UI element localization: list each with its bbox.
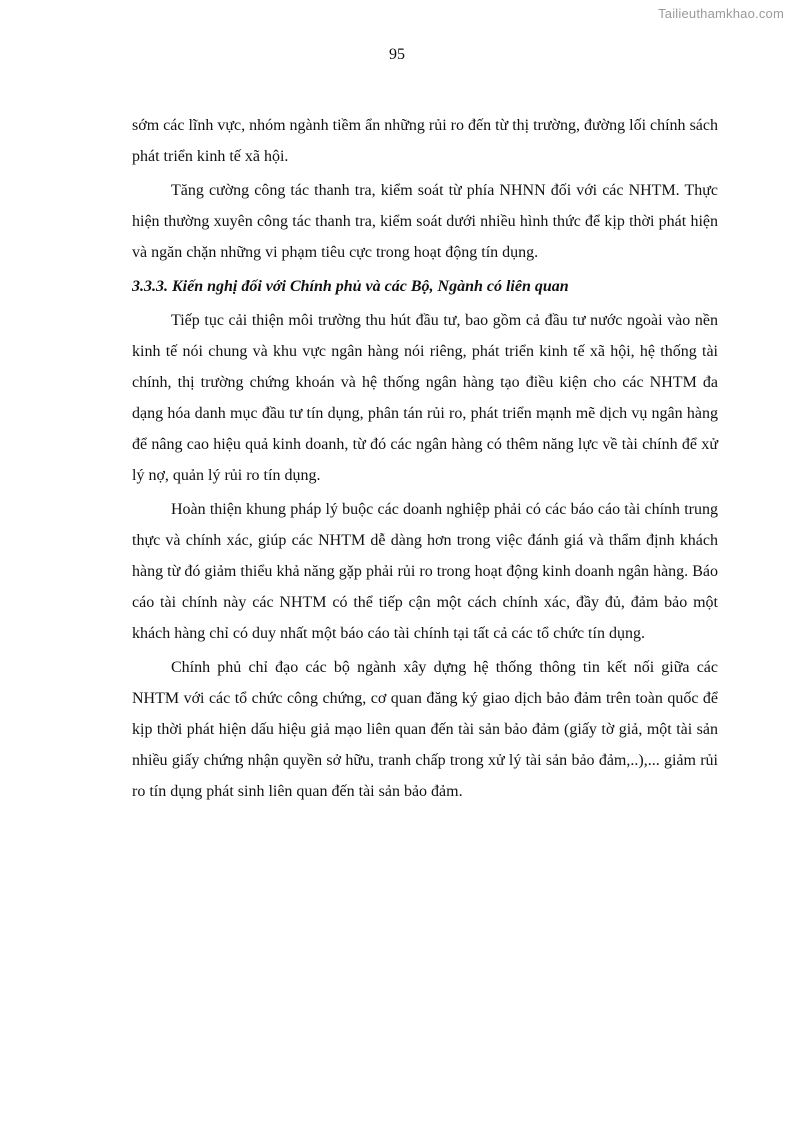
- paragraph-information-system: Chính phủ chỉ đạo các bộ ngành xây dựng hệ thống thông tin kết nối giữa các NHTM với các tổ chức công chứng, cơ quan đăng ký giao dịch bảo đảm trên toàn quốc để kịp thời phát hiện dấu hiệu giả mạo liên quan đến tài sản bảo đảm (giấy tờ giả, một tài sản nhiều giấy chứng nhận quyền sở hữu, tranh chấp trong xử lý tài sản bảo đảm,..),... giảm rủi ro tín dụng phát sinh liên quan đến tài sản bảo đảm.: [132, 659, 718, 800]
- paragraph-inspection: Tăng cường công tác thanh tra, kiểm soát từ phía NHNN đối với các NHTM. Thực hiện thường xuyên công tác thanh tra, kiểm soát dưới nhiều hình thức để kịp thời phát hiện và ngăn chặn những vi phạm tiêu cực trong hoạt động tín dụng.: [132, 182, 718, 261]
- paragraph-continued: sớm các lĩnh vực, nhóm ngành tiềm ẩn những rủi ro đến từ thị trường, đường lối chính sách phát triển kinh tế xã hội.: [132, 117, 718, 165]
- paragraph-legal-framework: Hoàn thiện khung pháp lý buộc các doanh nghiệp phải có các báo cáo tài chính trung thực và chính xác, giúp các NHTM dễ dàng hơn trong việc đánh giá và thẩm định khách hàng từ đó giảm thiểu khả năng gặp phải rủi ro trong hoạt động kinh doanh ngân hàng. Báo cáo tài chính này các NHTM có thể tiếp cận một cách chính xác, đầy đủ, đảm bảo một khách hàng chỉ có duy nhất một báo cáo tài chính tại tất cả các tổ chức tín dụng.: [132, 501, 718, 642]
- page-number: 95: [389, 46, 405, 63]
- section-heading: 3.3.3. Kiến nghị đối với Chính phủ và các Bộ, Ngành có liên quan: [132, 278, 569, 295]
- watermark: Tailieuthamkhao.com: [658, 6, 784, 21]
- paragraph-investment: Tiếp tục cải thiện môi trường thu hút đầu tư, bao gồm cả đầu tư nước ngoài vào nền kinh tế nói chung và khu vực ngân hàng nói riêng, phát triển kinh tế xã hội, hệ thống tài chính, thị trường chứng khoán và hệ thống ngân hàng tạo điều kiện cho các NHTM đa dạng hóa danh mục đầu tư tín dụng, phân tán rủi ro, phát triển mạnh mẽ dịch vụ ngân hàng để nâng cao hiệu quả kinh doanh, từ đó các ngân hàng có thêm năng lực về tài chính để xử lý nợ, quản lý rủi ro tín dụng.: [132, 312, 718, 484]
- document-body: [132, 110, 718, 810]
